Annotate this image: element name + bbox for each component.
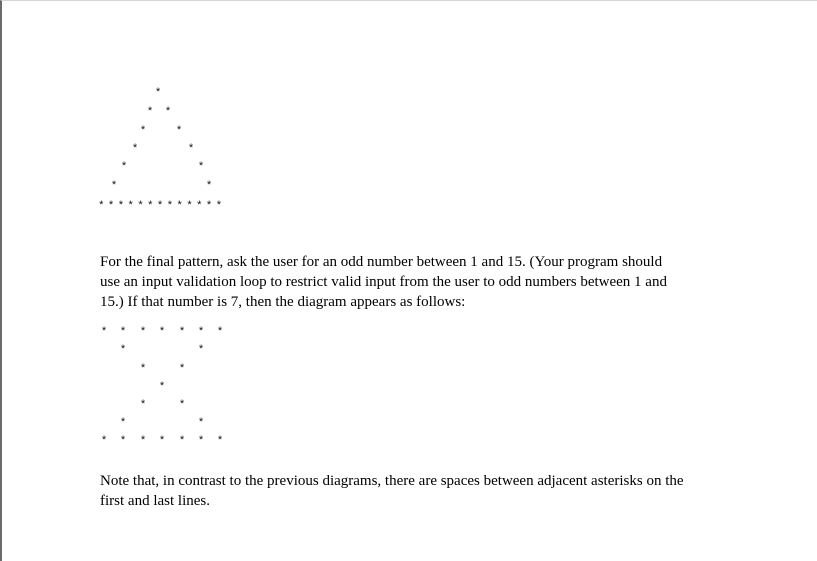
hourglass-top-star: * bbox=[100, 326, 108, 339]
hourglass-bottom-star: * bbox=[158, 435, 166, 448]
hourglass-side-star: * bbox=[119, 344, 127, 357]
hourglass-bottom-star: * bbox=[197, 435, 205, 448]
paragraph-line: For the final pattern, ask the user for an odd number between 1 and 15. (Your program should bbox=[100, 254, 663, 270]
hourglass-top-star: * bbox=[139, 326, 147, 339]
hourglass-center-star: * bbox=[158, 381, 166, 394]
paragraph-line: 15.) If that number is 7, then the diagram appears as follows: bbox=[100, 294, 466, 310]
hourglass-side-star: * bbox=[197, 344, 205, 357]
hourglass-bottom-star: * bbox=[216, 435, 224, 448]
paragraph-line: use an input validation loop to restrict valid input from the user to odd numbers between 1 and bbox=[100, 274, 667, 290]
hourglass-top-star: * bbox=[158, 326, 166, 339]
hourglass-bottom-star: * bbox=[178, 435, 186, 448]
triangle-left-star: * bbox=[139, 125, 147, 138]
triangle-right-star: * bbox=[205, 180, 213, 193]
hourglass-side-star: * bbox=[139, 399, 147, 412]
triangle-left-star: * bbox=[110, 180, 118, 193]
triangle-left-star: * bbox=[120, 161, 128, 174]
hourglass-bottom-star: * bbox=[119, 435, 127, 448]
paragraph-line: Note that, in contrast to the previous diagrams, there are spaces between adjacent asterisks on the bbox=[100, 473, 684, 489]
hourglass-side-star: * bbox=[197, 417, 205, 430]
triangle-apex-star: * bbox=[154, 87, 162, 100]
hourglass-side-star: * bbox=[119, 417, 127, 430]
triangle-right-star: * bbox=[187, 143, 195, 156]
hourglass-top-star: * bbox=[178, 326, 186, 339]
hourglass-bottom-star: * bbox=[100, 435, 108, 448]
triangle-base-row: ************* bbox=[98, 200, 226, 213]
hourglass-side-star: * bbox=[178, 363, 186, 376]
hourglass-top-star: * bbox=[119, 326, 127, 339]
hourglass-side-star: * bbox=[178, 399, 186, 412]
paragraph-line: first and last lines. bbox=[100, 493, 210, 509]
hourglass-side-star: * bbox=[139, 363, 147, 376]
triangle-right-star: * bbox=[175, 125, 183, 138]
triangle-right-star: * bbox=[197, 161, 205, 174]
triangle-left-star: * bbox=[146, 106, 154, 119]
hourglass-top-star: * bbox=[197, 326, 205, 339]
triangle-left-star: * bbox=[131, 143, 139, 156]
hourglass-top-star: * bbox=[216, 326, 224, 339]
instruction-paragraph bbox=[100, 252, 740, 312]
triangle-right-star: * bbox=[164, 106, 172, 119]
note-paragraph bbox=[100, 471, 740, 511]
hourglass-bottom-star: * bbox=[139, 435, 147, 448]
